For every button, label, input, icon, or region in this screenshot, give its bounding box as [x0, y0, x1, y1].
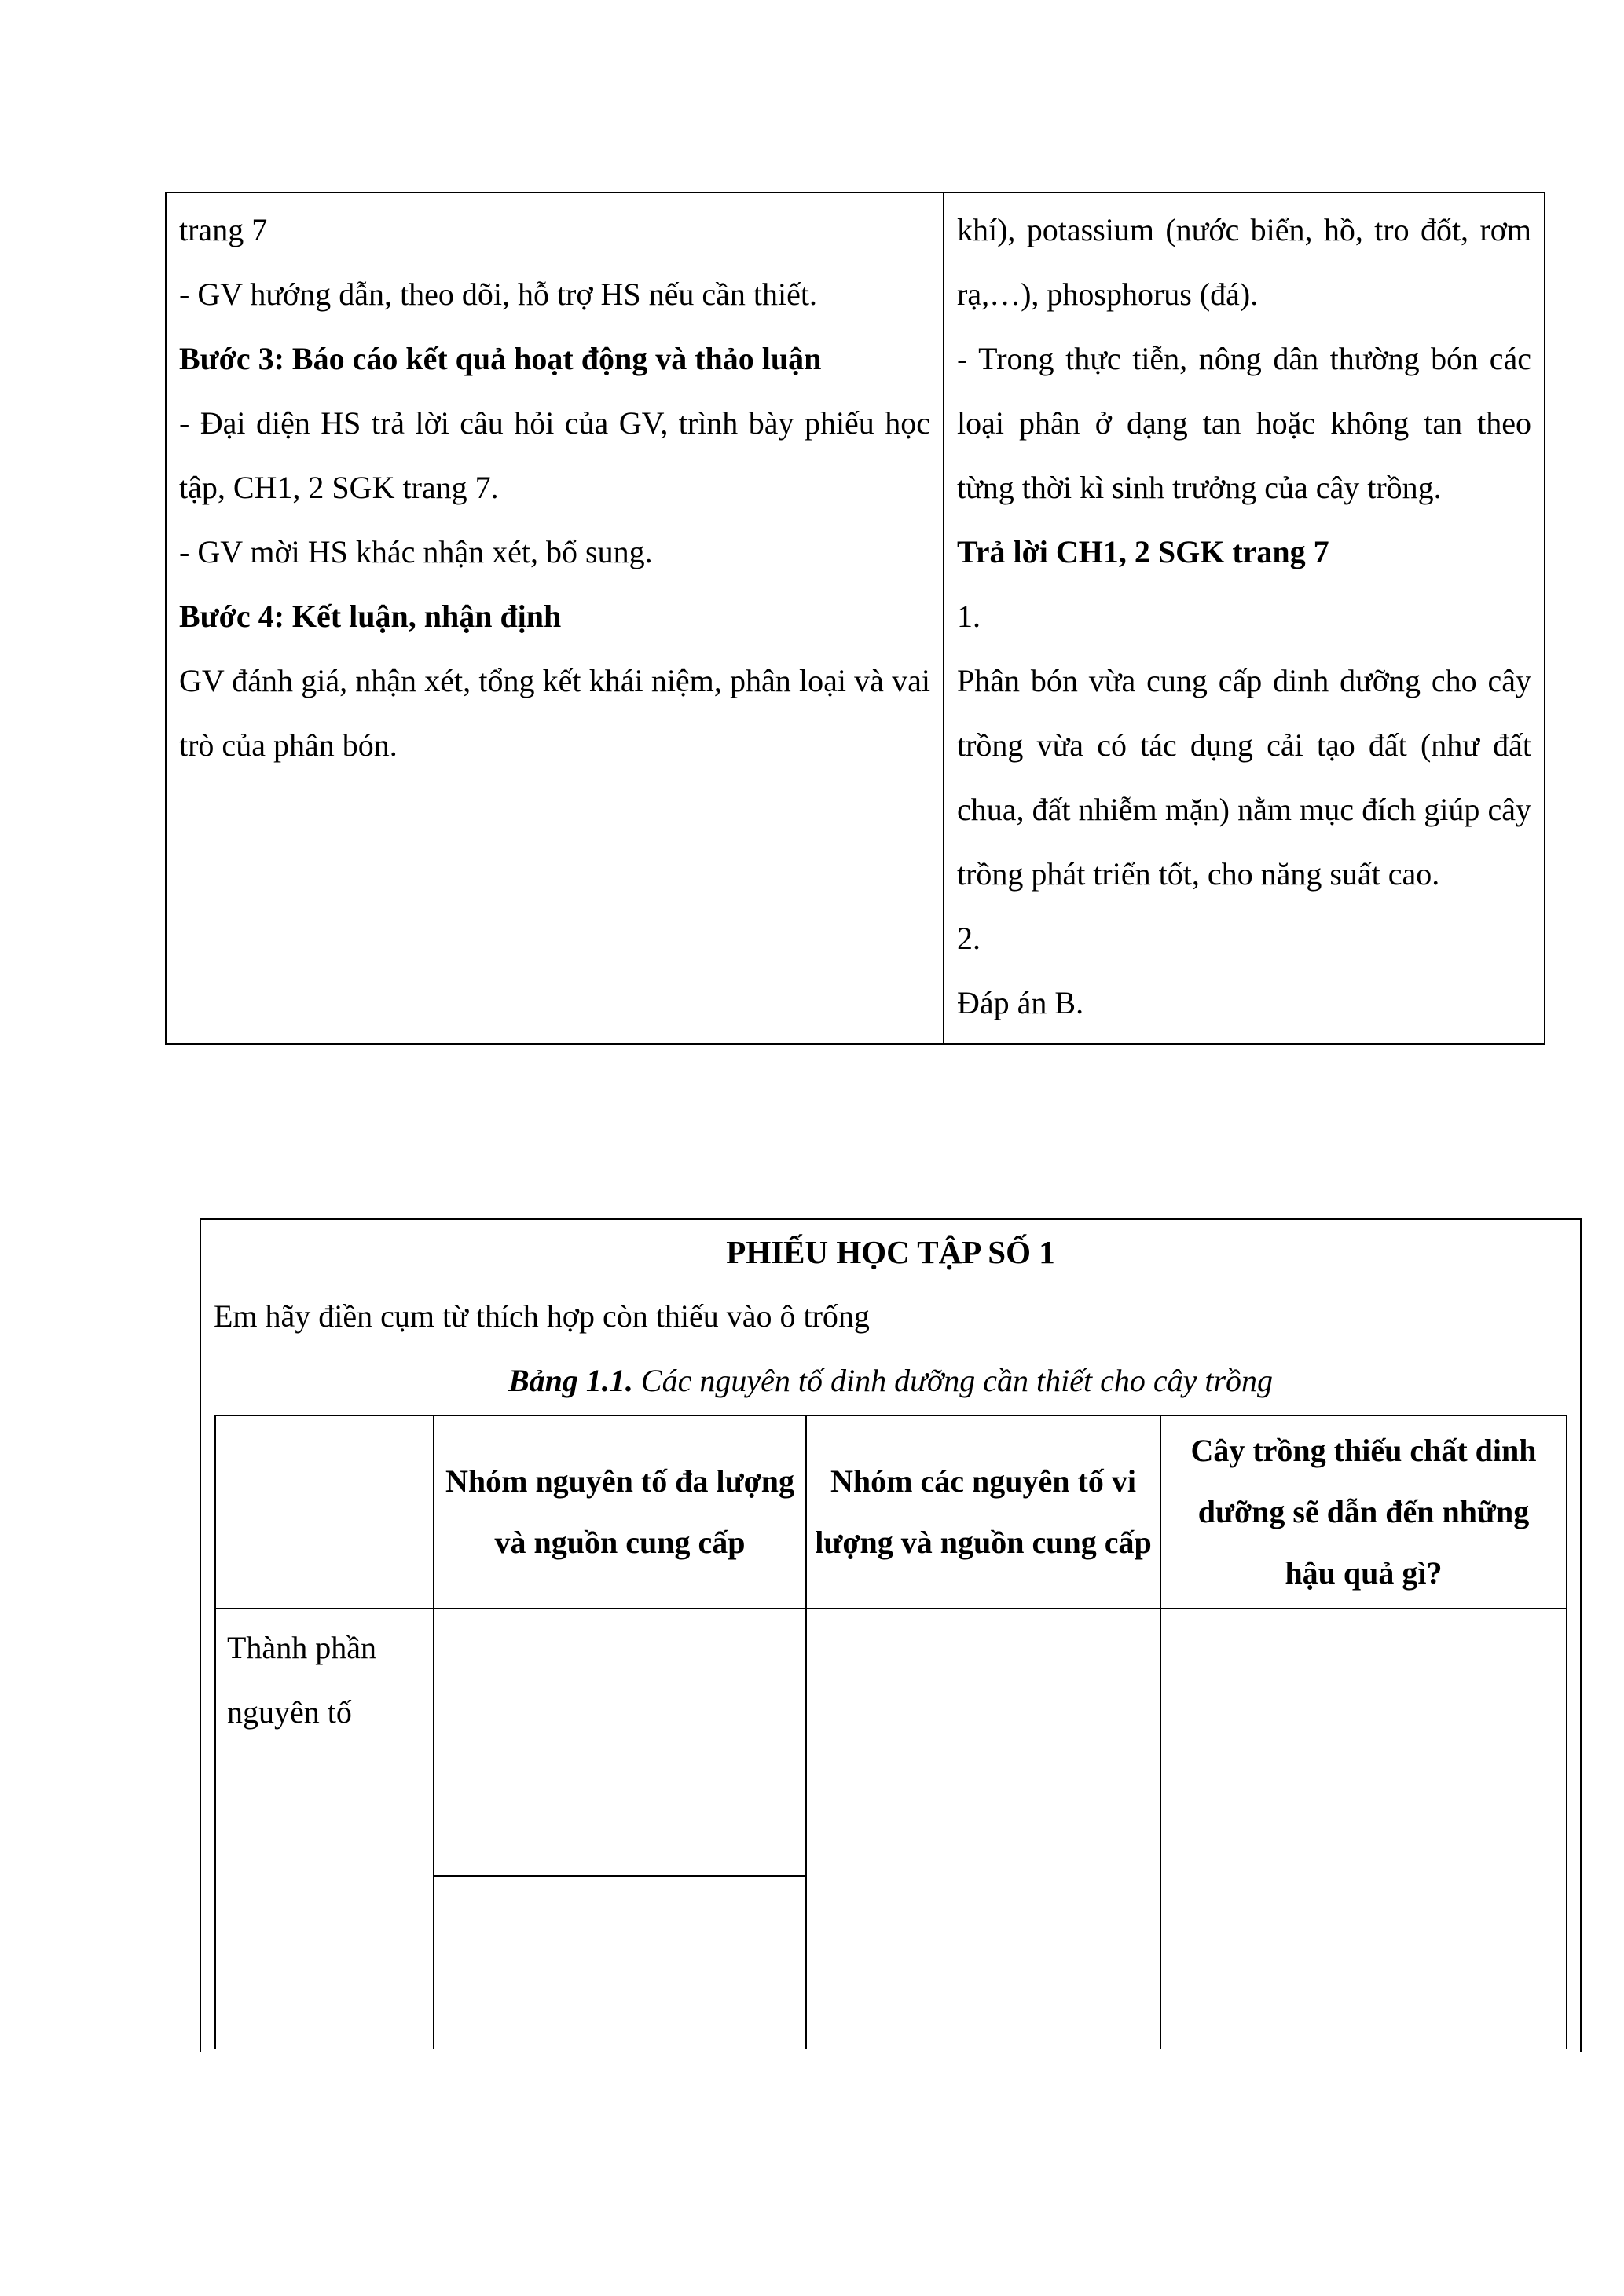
- nutrient-table-row-1: [215, 1609, 1567, 1876]
- step-4-heading: Bước 4: Kết luận, nhận định: [179, 599, 562, 634]
- step-3-heading: Bước 3: Báo cáo kết quả hoạt động và thảo luận: [179, 341, 822, 376]
- lesson-plan-row: [166, 192, 1545, 1044]
- table-caption: [201, 1349, 1580, 1413]
- paragraph: GV đánh giá, nhận xét, tổng kết khái niệm, phân loại và vai trò của phân bón.: [179, 663, 930, 763]
- blank-cell-macro-1: [434, 1609, 806, 1876]
- lesson-content-cell: [944, 192, 1545, 1044]
- paragraph: - Đại diện HS trả lời câu hỏi của GV, trình bày phiếu học tập, CH1, 2 SGK trang 7.: [179, 405, 930, 505]
- answer-item-2: 2.: [957, 921, 981, 956]
- lesson-plan-table: [165, 192, 1545, 1045]
- paragraph: - Trong thực tiễn, nông dân thường bón các loại phân ở dạng tan hoặc không tan theo từng thời kì sinh trưởng của cây trồng.: [957, 341, 1531, 505]
- nutrient-table-header-row: [215, 1415, 1567, 1609]
- paragraph: - GV mời HS khác nhận xét, bổ sung.: [179, 534, 653, 569]
- table-caption-label: Bảng 1.1.: [508, 1363, 633, 1398]
- worksheet-title: PHIẾU HỌC TẬP SỐ 1: [726, 1234, 1055, 1270]
- header-empty-cell: [215, 1415, 434, 1609]
- header-deficiency: Cây trồng thiếu chất dinh dưỡng sẽ dẫn đến những hậu quả gì?: [1160, 1415, 1567, 1609]
- worksheet-instruction: Em hãy điền cụm từ thích hợp còn thiếu vào ô trống: [214, 1298, 870, 1334]
- nutrient-table: [214, 1415, 1567, 2049]
- paragraph: trang 7: [179, 212, 268, 247]
- answer-item-1: 1.: [957, 599, 981, 634]
- paragraph: khí), potassium (nước biển, hồ, tro đốt, rơm rạ,…), phosphorus (đá).: [957, 212, 1531, 312]
- paragraph: - GV hướng dẫn, theo dõi, hỗ trợ HS nếu cần thiết.: [179, 276, 818, 312]
- blank-cell-micro: [806, 1609, 1160, 2049]
- header-macro-group: Nhóm nguyên tố đa lượng và nguồn cung cấp: [434, 1415, 806, 1609]
- row-label-cell: Thành phần nguyên tố: [215, 1609, 434, 2049]
- teacher-activities-cell: [166, 192, 944, 1044]
- blank-cell-deficiency: [1160, 1609, 1567, 2049]
- blank-cell-macro-2: [434, 1876, 806, 2049]
- header-micro-group: Nhóm các nguyên tố vi lượng và nguồn cung cấp: [806, 1415, 1160, 1609]
- paragraph: Phân bón vừa cung cấp dinh dưỡng cho cây trồng vừa có tác dụng cải tạo đất (như đất chua, đất nhiễm mặn) nằm mục đích giúp cây trồng phát triển tốt, cho năng suất cao.: [957, 663, 1531, 892]
- paragraph: Đáp án B.: [957, 985, 1084, 1020]
- worksheet-box: [200, 1218, 1582, 2052]
- table-caption-text: Các nguyên tố dinh dưỡng cần thiết cho cây trồng: [640, 1363, 1274, 1398]
- answer-heading: Trả lời CH1, 2 SGK trang 7: [957, 534, 1329, 569]
